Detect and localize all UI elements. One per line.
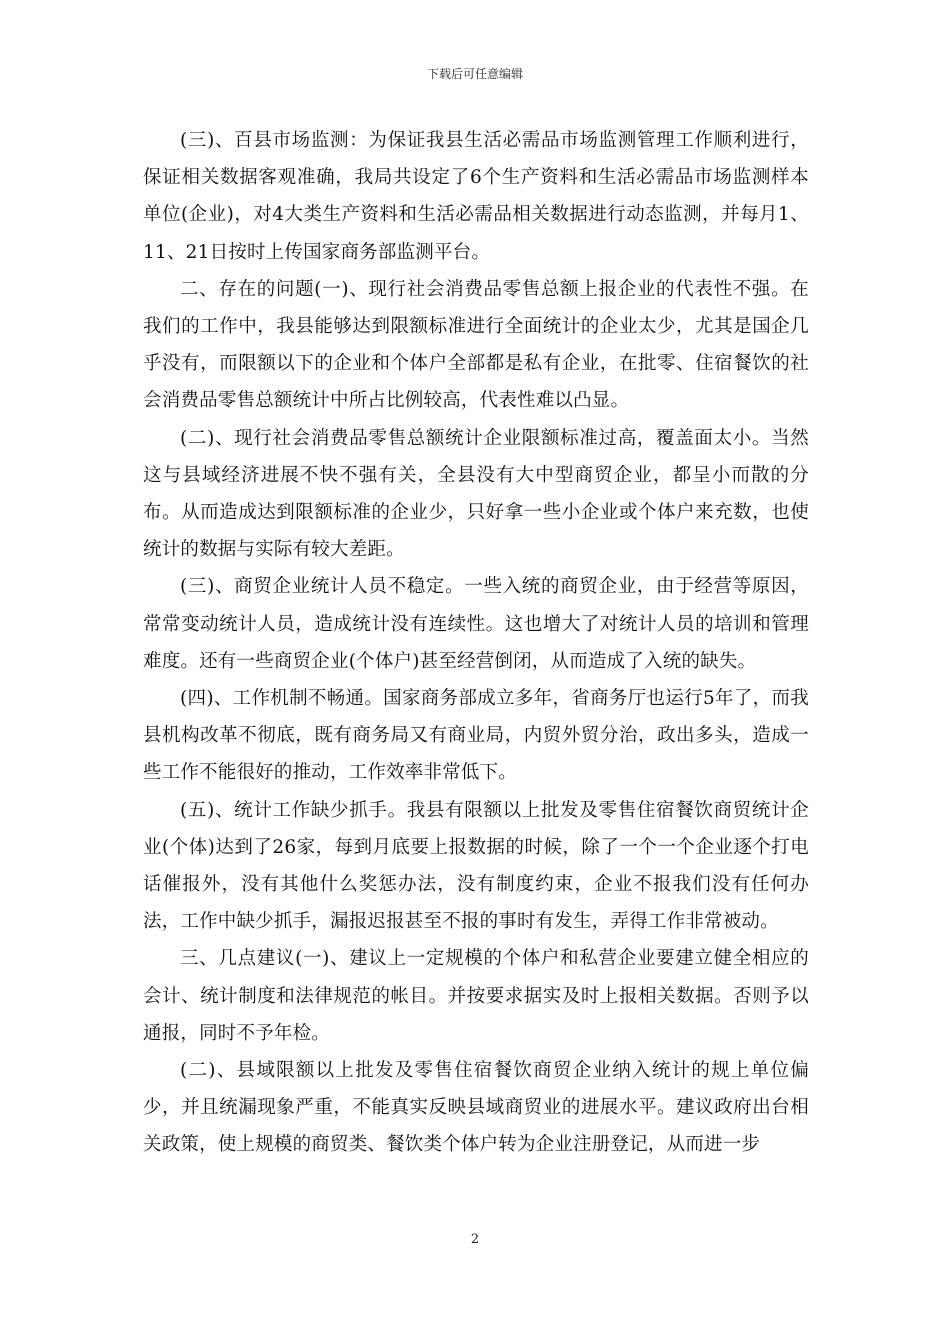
paragraph: 三、几点建议(一)、建议上一定规模的个体户和私营企业要建立健全相应的会计、统计制度和法律规范的帐目。并按要求据实及时上报相关数据。否则予以通报，同时不予年检。 <box>143 948 809 1044</box>
paragraph: (二)、现行社会消费品零售总额统计企业限额标准过高，覆盖面太小。当然这与县域经济进展不快不强有关，全县没有大中型商贸企业，都呈小而散的分布。从而造成达到限额标准的企业少，只好拿一些小企业或个体户来充数，也使统计的数据与实际有较大差距。 <box>143 427 809 561</box>
page-header: 下载后可任意编辑 <box>426 67 523 81</box>
paragraph: 二、存在的问题(一)、现行社会消费品零售总额上报企业的代表性不强。在我们的工作中，我县能够达到限额标准进行全面统计的企业太少，尤其是国企几乎没有，而限额以下的企业和个体户全部都是私有企业，在批零、住宿餐饮的社会消费品零售总额统计中所占比例较高，代表性难以凸显。 <box>143 278 809 412</box>
paragraph: (三)、商贸企业统计人员不稳定。一些入统的商贸企业，由于经营等原因，常常变动统计人员，造成统计没有连续性。这也增大了对统计人员的培训和管理难度。还有一些商贸企业(个体户)甚至经营倒闭，从而造成了入统的缺失。 <box>143 576 809 672</box>
paragraph: (五)、统计工作缺少抓手。我县有限额以上批发及零售住宿餐饮商贸统计企业(个体)达到了26家，每到月底要上报数据的时候，除了一个一个企业逐个打电话催报外，没有其他什么奖惩办法，没有制度约束，企业不报我们没有任何办法，工作中缺少抓手，漏报迟报甚至不报的事时有发生，弄得工作非常被动。 <box>143 799 809 933</box>
paragraph: (二)、县域限额以上批发及零售住宿餐饮商贸企业纳入统计的规上单位偏少，并且统漏现象严重，不能真实反映县域商贸业的进展水平。建议政府出台相关政策，使上规模的商贸类、餐饮类个体户转为企业注册登记，从而进一步 <box>143 1060 809 1156</box>
page-number: 2 <box>470 1232 480 1247</box>
paragraph: (三)、百县市场监测：为保证我县生活必需品市场监测管理工作顺利进行，保证相关数据客观准确，我局共设定了6个生产资料和生活必需品市场监测样本单位(企业)，对4大类生产资料和生活必需品相关数据进行动态监测，并每月1、11、21日按时上传国家商务部监测平台。 <box>143 130 809 263</box>
paragraph: (四)、工作机制不畅通。国家商务部成立多年，省商务厅也运行5年了，而我县机构改革不彻底，既有商务局又有商业局，内贸外贸分治，政出多头，造成一些工作不能很好的推动，工作效率非常低下。 <box>143 688 809 784</box>
document-body <box>143 122 809 1164</box>
